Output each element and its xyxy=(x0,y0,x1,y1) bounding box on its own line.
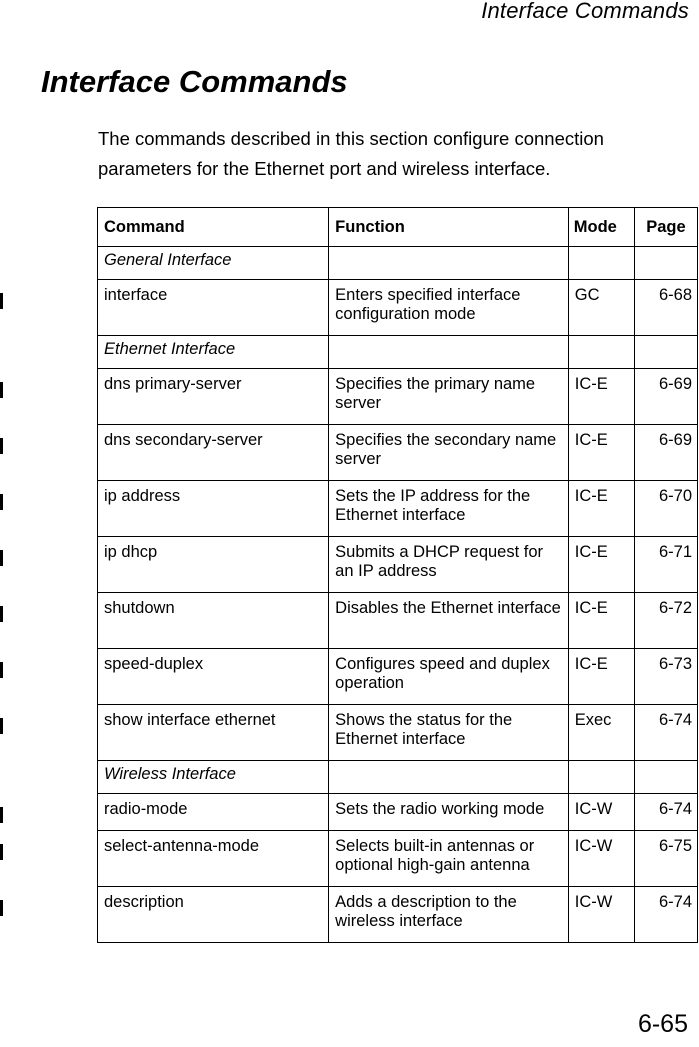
command-cell: interface xyxy=(98,280,329,336)
command-cell: shutdown xyxy=(98,593,329,649)
group-row xyxy=(98,336,698,369)
page-cell: 6-74 xyxy=(634,705,697,761)
page-cell: 6-72 xyxy=(634,593,697,649)
table-row xyxy=(98,831,698,887)
command-cell: speed-duplex xyxy=(98,649,329,705)
page-cell: 6-74 xyxy=(634,794,697,831)
table-row xyxy=(98,481,698,537)
intro-paragraph: The commands described in this section configure connection parameters for the Ethernet port and wireless interface. xyxy=(98,128,604,179)
command-cell: description xyxy=(98,887,329,943)
mode-cell: IC-E xyxy=(568,537,634,593)
table-row xyxy=(98,705,698,761)
empty-cell xyxy=(634,336,697,369)
header-page: Page xyxy=(634,208,697,247)
command-cell: select-antenna-mode xyxy=(98,831,329,887)
mode-cell: IC-E xyxy=(568,593,634,649)
change-bar xyxy=(0,844,3,860)
function-cell: Submits a DHCP request for an IP address xyxy=(329,537,569,593)
mode-cell: Exec xyxy=(568,705,634,761)
function-cell: Configures speed and duplex operation xyxy=(329,649,569,705)
command-cell: dns secondary-server xyxy=(98,425,329,481)
function-cell: Specifies the primary name server xyxy=(329,369,569,425)
page-number: 6-65 xyxy=(637,1010,688,1038)
mode-cell: IC-E xyxy=(568,425,634,481)
function-cell: Sets the IP address for the Ethernet interface xyxy=(329,481,569,537)
page-cell: 6-73 xyxy=(634,649,697,705)
change-bar xyxy=(0,718,3,734)
table-row xyxy=(98,280,698,336)
header-command: Command xyxy=(98,208,329,247)
table-row xyxy=(98,425,698,481)
empty-cell xyxy=(329,336,569,369)
command-cell: show interface ethernet xyxy=(98,705,329,761)
section-title: Interface Commands xyxy=(41,64,348,99)
function-cell: Shows the status for the Ethernet interface xyxy=(329,705,569,761)
empty-cell xyxy=(568,336,634,369)
mode-cell: GC xyxy=(568,280,634,336)
mode-cell: IC-W xyxy=(568,831,634,887)
table-row xyxy=(98,537,698,593)
mode-cell: IC-W xyxy=(568,887,634,943)
change-bar xyxy=(0,438,3,454)
command-cell: dns primary-server xyxy=(98,369,329,425)
change-bar xyxy=(0,293,3,309)
table-row xyxy=(98,649,698,705)
command-table xyxy=(97,207,698,943)
empty-cell xyxy=(568,247,634,280)
command-cell: ip address xyxy=(98,481,329,537)
change-bar xyxy=(0,662,3,678)
function-cell: Enters specified interface configuration mode xyxy=(329,280,569,336)
page-cell: 6-71 xyxy=(634,537,697,593)
group-label: Wireless Interface xyxy=(98,761,329,794)
page-cell: 6-69 xyxy=(634,425,697,481)
change-bar xyxy=(0,382,3,398)
group-label: General Interface xyxy=(98,247,329,280)
page-cell: 6-68 xyxy=(634,280,697,336)
group-row xyxy=(98,761,698,794)
command-cell: radio-mode xyxy=(98,794,329,831)
function-cell: Disables the Ethernet interface xyxy=(329,593,569,649)
empty-cell xyxy=(568,761,634,794)
function-cell: Specifies the secondary name server xyxy=(329,425,569,481)
change-bar xyxy=(0,807,3,823)
table-row xyxy=(98,593,698,649)
header-mode: Mode xyxy=(568,208,634,247)
change-bar xyxy=(0,494,3,510)
mode-cell: IC-E xyxy=(568,369,634,425)
header-function: Function xyxy=(329,208,569,247)
table-row xyxy=(98,369,698,425)
table-row xyxy=(98,794,698,831)
empty-cell xyxy=(329,761,569,794)
group-label: Ethernet Interface xyxy=(98,336,329,369)
function-cell: Sets the radio working mode xyxy=(329,794,569,831)
change-bar xyxy=(0,606,3,622)
mode-cell: IC-E xyxy=(568,649,634,705)
mode-cell: IC-E xyxy=(568,481,634,537)
table-body xyxy=(98,247,698,943)
page-cell: 6-70 xyxy=(634,481,697,537)
table-header-row xyxy=(98,208,698,247)
page-cell: 6-75 xyxy=(634,831,697,887)
function-cell: Adds a description to the wireless interface xyxy=(329,887,569,943)
empty-cell xyxy=(634,761,697,794)
empty-cell xyxy=(329,247,569,280)
mode-cell: IC-W xyxy=(568,794,634,831)
empty-cell xyxy=(634,247,697,280)
function-cell: Selects built-in antennas or optional high-gain antenna xyxy=(329,831,569,887)
table-row xyxy=(98,887,698,943)
change-bar xyxy=(0,900,3,916)
page-cell: 6-74 xyxy=(634,887,697,943)
page-cell: 6-69 xyxy=(634,369,697,425)
change-bar xyxy=(0,550,3,566)
group-row xyxy=(98,247,698,280)
command-cell: ip dhcp xyxy=(98,537,329,593)
running-header: Interface Commands xyxy=(481,0,689,23)
